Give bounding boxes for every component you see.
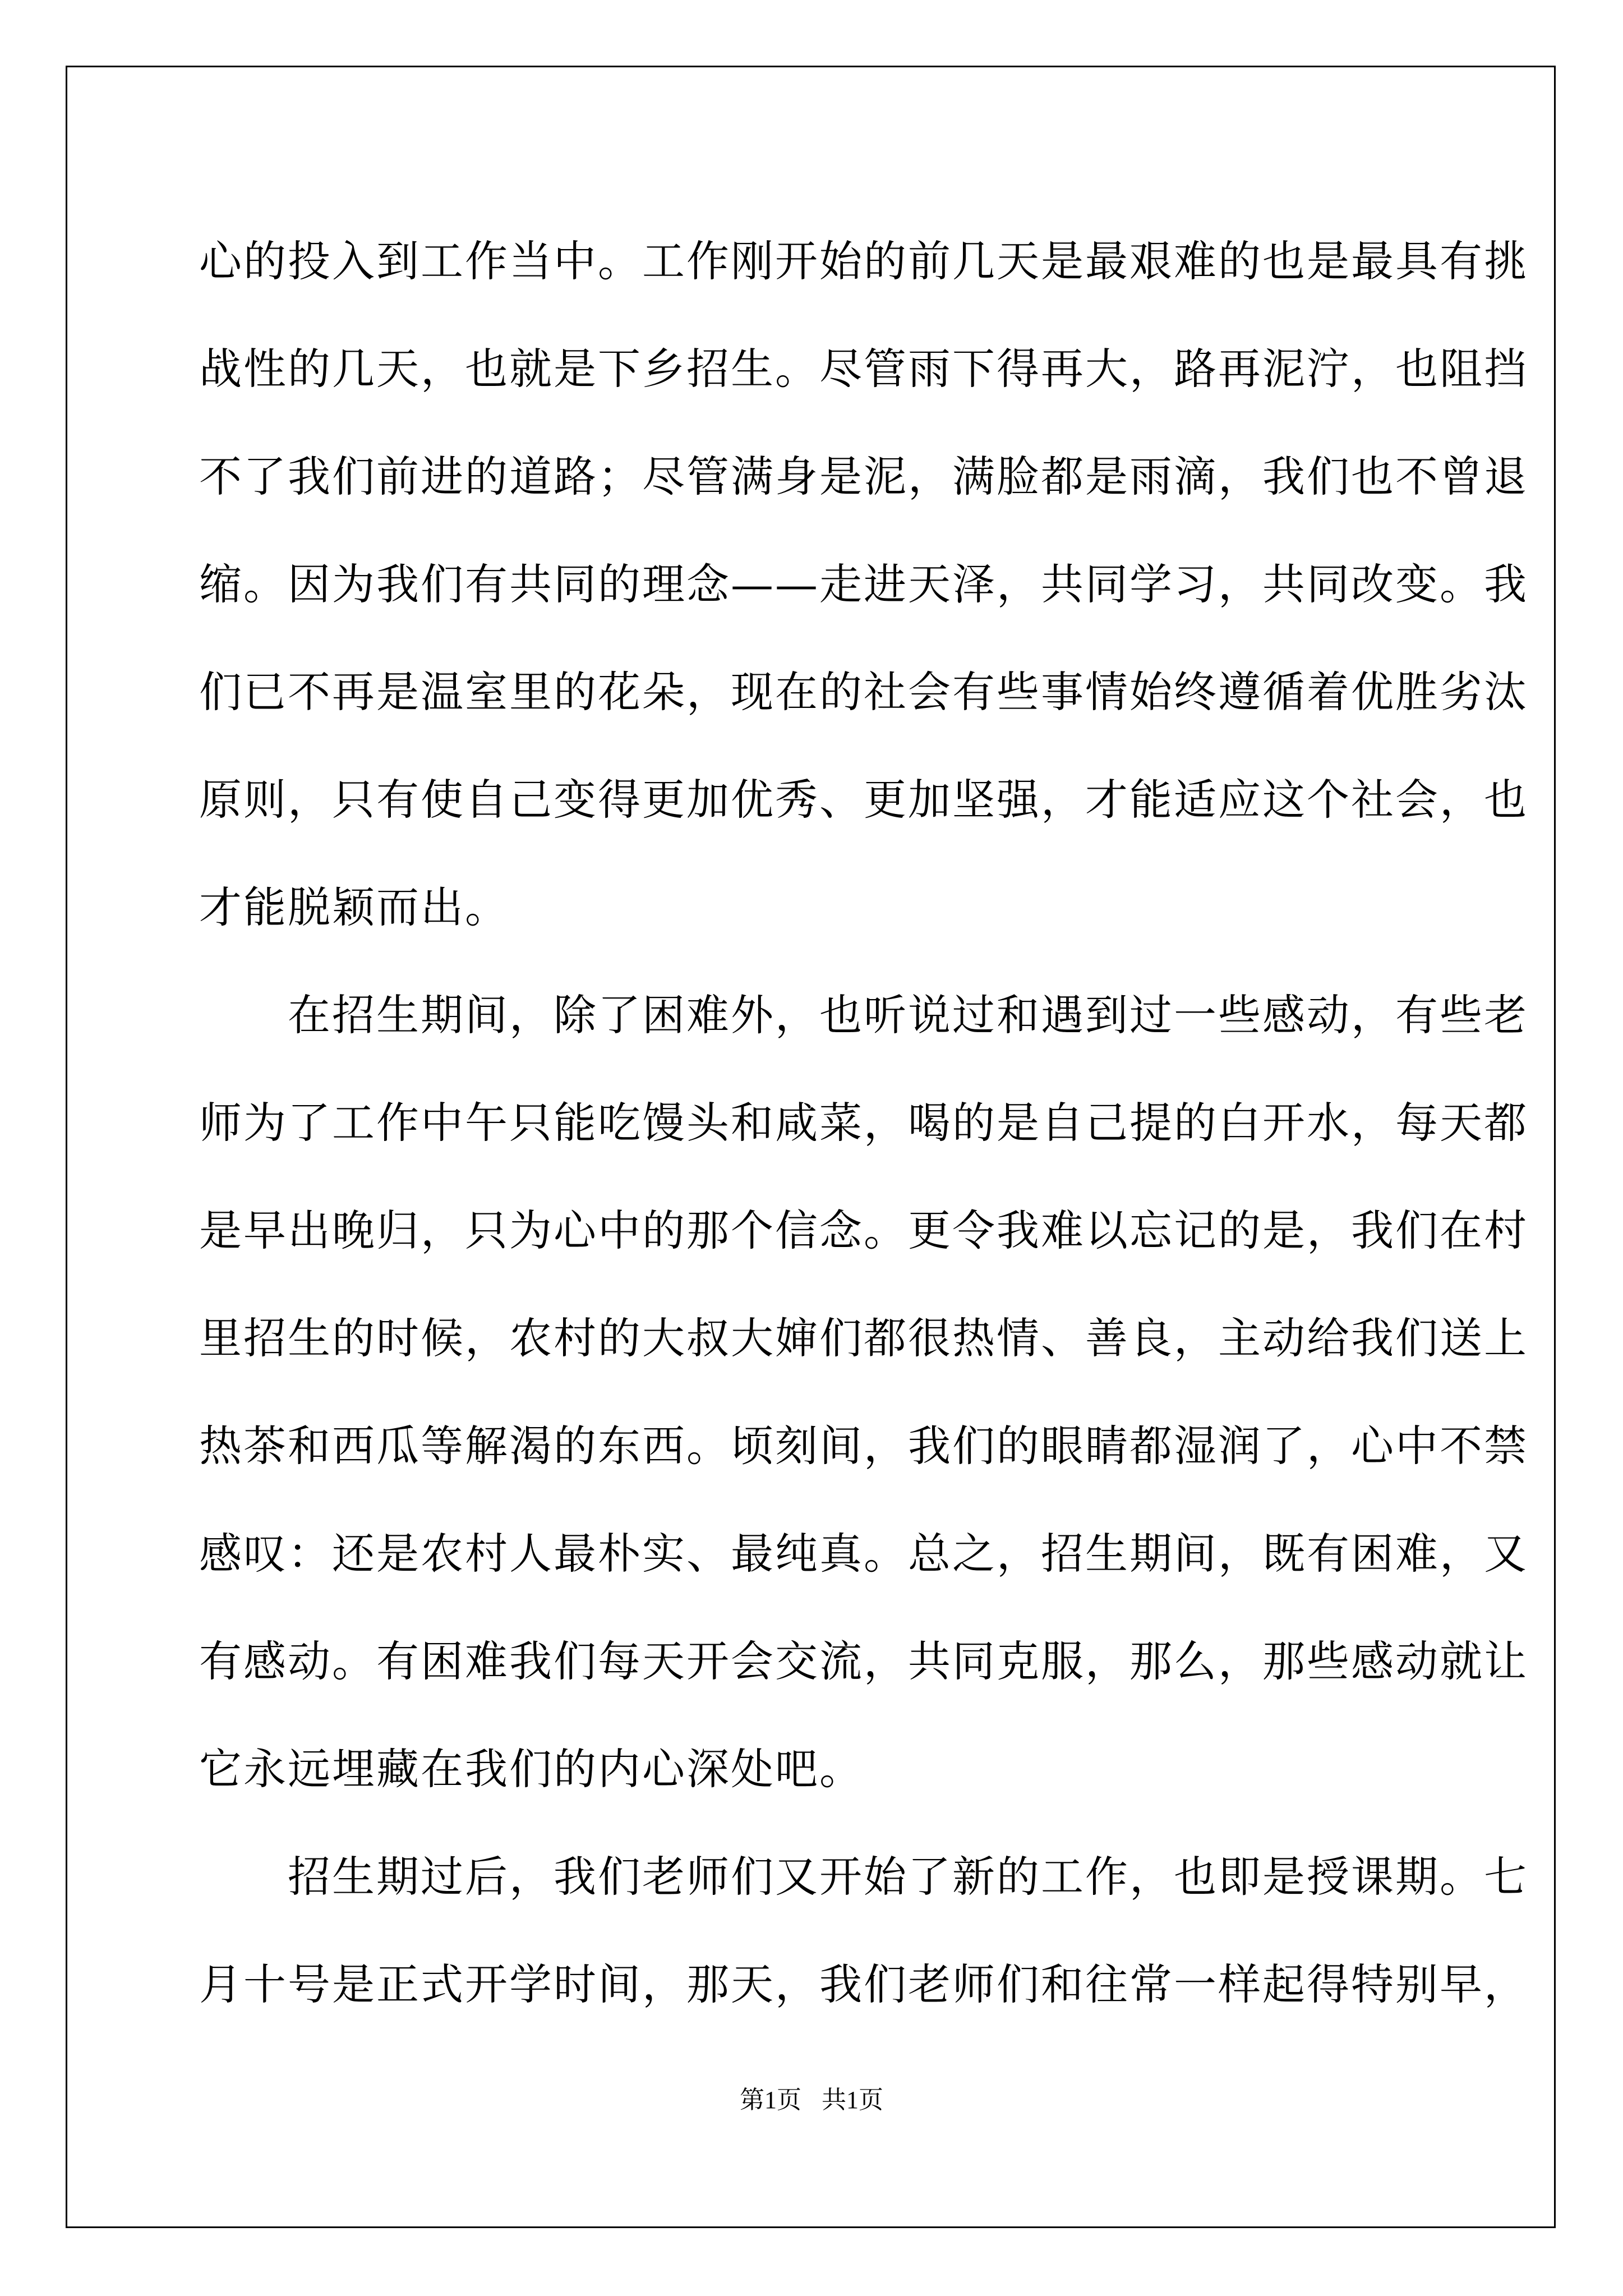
text-line: 它永远埋藏在我们的内心深处吧。 — [199, 1744, 864, 1794]
text-line: 心的投入到工作当中。工作刚开始的前几天是最艰难的也是最具有挑 — [199, 236, 1528, 286]
text-line: 战性的几天，也就是下乡招生。尽管雨下得再大，路再泥泞，也阻挡 — [199, 344, 1528, 394]
text-line: 有感动。有困难我们每天开会交流，共同克服，那么，那些感动就让 — [199, 1636, 1528, 1686]
text-line: 缩。因为我们有共同的理念——走进天泽，共同学习，共同改变。我 — [199, 559, 1528, 609]
text-line: 不了我们前进的道路；尽管满身是泥，满脸都是雨滴，我们也不曾退 — [199, 452, 1528, 501]
text-line: 们已不再是温室里的花朵，现在的社会有些事情始终遵循着优胜劣汰 — [199, 667, 1528, 717]
text-line: 招生期过后，我们老师们又开始了新的工作，也即是授课期。七 — [199, 1852, 1528, 1902]
text-line: 热茶和西瓜等解渴的东西。顷刻间，我们的眼睛都湿润了，心中不禁 — [199, 1421, 1528, 1471]
text-line: 才能脱颖而出。 — [199, 882, 509, 932]
text-line: 感叹：还是农村人最朴实、最纯真。总之，招生期间，既有困难，又 — [199, 1529, 1528, 1579]
text-line: 里招生的时候，农村的大叔大婶们都很热情、善良，主动给我们送上 — [199, 1313, 1528, 1363]
page-total: 共1页 — [822, 2086, 883, 2114]
text-line: 月十号是正式开学时间，那天，我们老师们和往常一样起得特别早， — [199, 1959, 1528, 2009]
text-line: 是早出晚归，只为心中的那个信念。更令我难以忘记的是，我们在村 — [199, 1205, 1528, 1255]
text-line: 师为了工作中午只能吃馒头和咸菜，喝的是自己提的白开水，每天都 — [199, 1098, 1528, 1148]
text-line: 在招生期间，除了困难外，也听说过和遇到过一些感动，有些老 — [199, 990, 1528, 1040]
document-body — [199, 208, 1528, 2039]
page-footer — [0, 2079, 1623, 2115]
text-line: 原则，只有使自己变得更加优秀、更加坚强，才能适应这个社会，也 — [199, 775, 1528, 825]
page-number: 第1页 — [740, 2086, 801, 2114]
